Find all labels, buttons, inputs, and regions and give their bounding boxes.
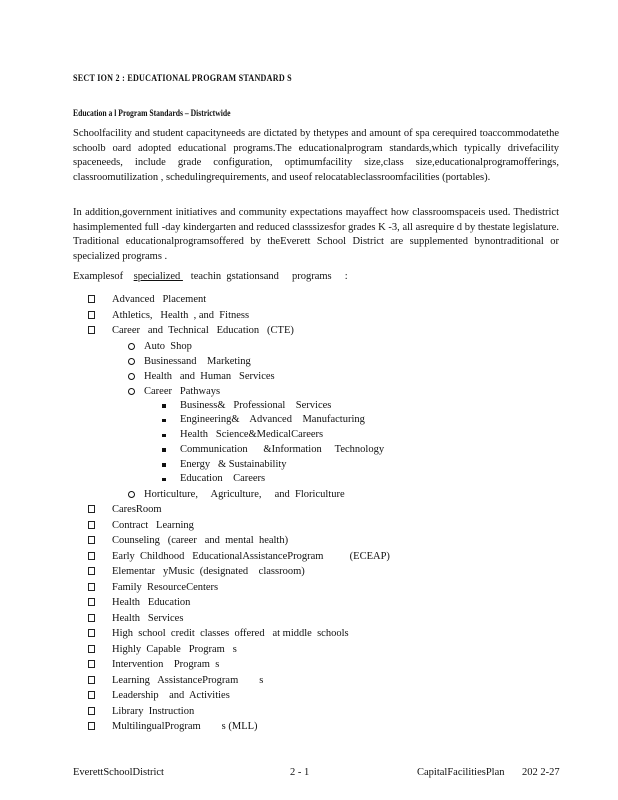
pathway-list-item: [144, 443, 390, 458]
sublist-item-label: Horticulture, Agriculture, and Floriculture: [144, 489, 345, 501]
pathway-list-item-label: Energy & Sustainability: [180, 458, 287, 470]
pathway-list-item: [144, 413, 390, 428]
footer-page-number: 2 - 1: [290, 767, 310, 778]
program-list-item-label: Learning AssistanceProgram s: [112, 674, 264, 686]
pathway-list-item: [144, 458, 390, 473]
circle-bullet-icon: [128, 388, 135, 395]
examples-lead-before: Examplesof: [73, 271, 134, 282]
program-list-item-label: Family ResourceCenters: [112, 581, 219, 593]
square-bullet-icon: [88, 660, 95, 668]
program-list-item-label: Early Childhood EducationalAssistanceProgram (ECEAP): [112, 550, 390, 562]
square-small-bullet-icon: [162, 419, 166, 423]
program-list-item-label: Health Education: [112, 597, 191, 609]
examples-lead: [73, 271, 348, 282]
program-list-item: [88, 308, 390, 324]
program-list-item-label: Elementar yMusic (designated classroom): [112, 566, 305, 578]
pathway-list: [144, 399, 390, 488]
square-small-bullet-icon: [162, 404, 166, 408]
pathway-list-item-label: Communication &Information Technology: [180, 443, 385, 455]
sublist-item-label: Career Pathways: [144, 385, 221, 397]
square-bullet-icon: [88, 552, 95, 560]
square-bullet-icon: [88, 722, 95, 730]
sublist-item-label: Businessand Marketing: [144, 355, 251, 367]
program-list-item: [88, 704, 390, 720]
program-list-item: [88, 611, 390, 627]
program-list: [88, 292, 390, 735]
program-list-item-label: MultilingualProgram s (MLL): [112, 721, 258, 733]
program-list-item: [88, 292, 390, 308]
sublist-item: [112, 369, 390, 384]
program-list-item-label: Highly Capable Program s: [112, 643, 237, 655]
square-bullet-icon: [88, 691, 95, 699]
sublist-item: [112, 384, 390, 488]
program-list-item: [88, 518, 390, 534]
program-list-item: [88, 719, 390, 735]
program-list-item: [88, 549, 390, 565]
square-bullet-icon: [88, 536, 95, 544]
section-title: SECT ION 2 : EDUCATIONAL PROGRAM STANDARD S: [73, 74, 292, 84]
square-bullet-icon: [88, 567, 95, 575]
footer-district: EverettSchoolDistrict: [73, 767, 164, 778]
program-list-item: [88, 673, 390, 689]
square-bullet-icon: [88, 645, 95, 653]
pathway-list-item: [144, 472, 390, 487]
program-list-item-label: High school credit classes offered at middle schools: [112, 628, 349, 640]
circle-bullet-icon: [128, 358, 135, 365]
examples-lead-after: teachin gstationsand programs :: [182, 271, 348, 282]
program-list-item-label: Advanced Placement: [112, 294, 207, 305]
square-bullet-icon: [88, 295, 95, 303]
program-list-item-label: Athletics, Health , and Fitness: [112, 309, 250, 321]
sublist: [112, 339, 390, 503]
program-list-item: [88, 564, 390, 580]
program-list-item-label: Intervention Program s: [112, 659, 220, 671]
square-small-bullet-icon: [162, 478, 166, 482]
square-bullet-icon: [88, 614, 95, 622]
program-list-item: [88, 580, 390, 596]
program-list-item: [88, 533, 390, 549]
square-bullet-icon: [88, 326, 95, 334]
program-list-item: [88, 323, 390, 502]
program-list-item: [88, 595, 390, 611]
sublist-item: [112, 339, 390, 354]
program-list-item-label: Health Services: [112, 612, 184, 624]
program-list-item-label: Library Instruction: [112, 705, 195, 717]
square-bullet-icon: [88, 521, 95, 529]
program-list-item-label: CaresRoom: [112, 504, 162, 516]
subsection-title: Education a l Program Standards – Districtwide: [73, 108, 231, 118]
footer-plan-title: CapitalFacilitiesPlan: [417, 767, 505, 778]
footer-year-range: 202 2-27: [522, 767, 560, 778]
square-bullet-icon: [88, 676, 95, 684]
square-bullet-icon: [88, 311, 95, 319]
pathway-list-item: [144, 428, 390, 443]
circle-bullet-icon: [128, 343, 135, 350]
pathway-list-item-label: Engineering& Advanced Manufacturing: [180, 414, 365, 426]
program-list-item: [88, 626, 390, 642]
sublist-item-label: Auto Shop: [144, 340, 192, 352]
square-bullet-icon: [88, 629, 95, 637]
initiatives-paragraph: In addition,government initiatives and community expectations mayaffect how classroomspaceis used. Thedistrict hasimplemented full -day kindergarten and reduced classsizesfor grades K -3, all asrequire d by thestate legislature. Traditional educationalprogramsoffered by theEverett School District are supplemented bynontraditional or specialized programs .: [73, 207, 559, 262]
square-bullet-icon: [88, 707, 95, 715]
program-list-item: [88, 642, 390, 658]
pathway-list-item: [144, 399, 390, 414]
circle-bullet-icon: [128, 491, 135, 498]
pathway-list-item-label: Education Careers: [180, 473, 266, 485]
square-small-bullet-icon: [162, 448, 166, 452]
sublist-item: [112, 487, 390, 502]
sublist-item-label: Health and Human Services: [144, 370, 275, 382]
intro-paragraph: Schoolfacility and student capacityneeds are dictated by thetypes and amount of spa cerequired toaccommodatethe schoolb oard adopted educational programs.The educationalprogram standards,which typically drivefacility spaceneeds, include grade configuration, optimumfacility size,class size,educationalprogramofferings, classroomutilization , schedulingrequirements, and useof relocatableclassroomfacilities (portables).: [73, 128, 559, 183]
program-list-item-label: Career and Technical Education (CTE): [112, 325, 294, 336]
pathway-list-item-label: Business& Professional Services: [180, 399, 332, 411]
square-bullet-icon: [88, 583, 95, 591]
square-small-bullet-icon: [162, 434, 166, 438]
square-small-bullet-icon: [162, 463, 166, 467]
examples-lead-underlined: specialized: [133, 271, 183, 282]
program-list-item: [88, 688, 390, 704]
program-list-item-label: Leadership and Activities: [112, 690, 230, 702]
program-list-item-label: Counseling (career and mental health): [112, 535, 289, 547]
pathway-list-item-label: Health Science&MedicalCareers: [180, 429, 324, 441]
program-list-item: [88, 502, 390, 518]
circle-bullet-icon: [128, 373, 135, 380]
sublist-item: [112, 354, 390, 369]
program-list-item: [88, 657, 390, 673]
program-list-item-label: Contract Learning: [112, 519, 194, 531]
square-bullet-icon: [88, 505, 95, 513]
square-bullet-icon: [88, 598, 95, 606]
